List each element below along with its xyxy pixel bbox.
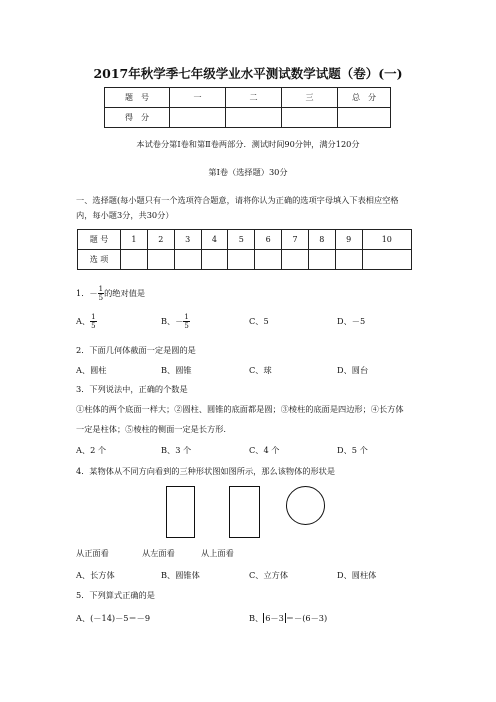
answer-cell: 5 <box>228 230 255 250</box>
answer-cell: 2 <box>147 230 174 250</box>
answer-input-cell[interactable] <box>174 250 201 270</box>
score-table-score-row <box>105 108 391 128</box>
view-label-top: 从上面看 <box>201 548 234 558</box>
section-instruction-line1: 一、选择题(每小题只有一个选项符合题意，请将你认为正确的选项字母填入下表相应空格 <box>76 195 399 205</box>
score-table <box>104 87 391 128</box>
score-cell: 题 号 <box>105 88 170 108</box>
q4-option-a: A、长方体 <box>76 570 115 580</box>
answer-cell: 7 <box>282 230 309 250</box>
q1-fraction-numerator: 1 <box>98 284 104 293</box>
score-input-cell[interactable] <box>226 108 282 128</box>
question-5: 5．下列算式正确的是 <box>76 590 155 600</box>
q2-option-a: A、圆柱 <box>76 365 107 375</box>
q1-option-d: D、－5 <box>337 316 366 326</box>
answer-input-cell[interactable] <box>282 250 309 270</box>
q2-option-c: C、球 <box>249 365 272 375</box>
q1-option-b-label: B、 <box>161 316 176 326</box>
score-cell: 得 分 <box>105 108 170 128</box>
answer-input-cell[interactable] <box>308 250 335 270</box>
q1-option-a-denominator: 5 <box>91 321 96 330</box>
answer-cell: 3 <box>174 230 201 250</box>
answer-table-header-row <box>78 230 412 250</box>
q5-option-b-abs: 6－3 <box>265 613 284 623</box>
question-2: 2．下面几何体截面一定是圆的是 <box>76 345 196 355</box>
answer-input-cell[interactable] <box>147 250 174 270</box>
answer-input-cell[interactable] <box>335 250 362 270</box>
q1-option-a <box>76 312 97 330</box>
q1-option-c: C、5 <box>249 316 269 326</box>
q4-option-d: D、圆柱体 <box>337 570 377 580</box>
score-cell: 总 分 <box>338 88 391 108</box>
q5-option-b-rest: ＝－(6－3) <box>285 613 328 623</box>
answer-table <box>77 229 412 270</box>
answer-input-cell[interactable] <box>121 250 148 270</box>
q4-option-b: B、圆锥体 <box>161 570 200 580</box>
view-label-front: 从正面看 <box>76 548 109 558</box>
answer-input-cell[interactable] <box>362 250 411 270</box>
q1-minus: － <box>89 288 98 298</box>
answer-cell: 8 <box>308 230 335 250</box>
answer-input-cell[interactable] <box>228 250 255 270</box>
answer-cell: 4 <box>201 230 228 250</box>
exam-intro: 本试卷分第Ⅰ卷和第Ⅱ卷两部分．测试时间90分钟，满分120分 <box>136 139 360 149</box>
score-input-cell[interactable] <box>282 108 338 128</box>
q3-body-line2: 一定是柱体；⑤棱柱的侧面一定是长方形. <box>76 424 226 434</box>
q3-option-d: D、5 个 <box>337 445 368 455</box>
section-title: 第Ⅰ卷（选择题）30分 <box>208 167 288 177</box>
q3-body-line1: ①柱体的两个底面一样大；②圆柱、圆锥的底面都是圆；③棱柱的底面是四边形；④长方体 <box>76 404 404 414</box>
score-cell: 三 <box>282 88 338 108</box>
view-label-left: 从左面看 <box>142 548 175 558</box>
question-3: 3．下列说法中，正确的个数是 <box>76 384 188 394</box>
q4-option-c: C、立方体 <box>249 570 289 580</box>
q3-option-b: B、3 个 <box>161 445 192 455</box>
q3-option-a: A、2 个 <box>76 445 107 455</box>
q1-option-a-fraction <box>90 313 96 330</box>
answer-table-option-row <box>78 250 412 270</box>
q2-option-d: D、圆台 <box>337 365 369 375</box>
q1-option-b <box>161 312 190 330</box>
q1-option-a-label: A、 <box>76 316 91 326</box>
q5-option-a: A、(－14)－5＝－9 <box>76 613 151 623</box>
q1-text: 的绝对值是 <box>104 288 146 298</box>
q2-option-b: B、圆锥 <box>161 365 192 375</box>
q5-option-b <box>249 612 327 624</box>
q1-number: 1． <box>76 288 90 298</box>
left-view-rectangle <box>229 486 260 538</box>
score-cell: 二 <box>226 88 282 108</box>
q1-option-b-fraction <box>183 313 189 330</box>
q1-option-a-numerator: 1 <box>91 312 96 321</box>
front-view-rectangle <box>166 486 195 538</box>
answer-input-cell[interactable] <box>255 250 282 270</box>
score-table-header-row <box>105 88 391 108</box>
answer-input-cell[interactable] <box>201 250 228 270</box>
exam-title: 2017年秋学季七年级学业水平测试数学试题（卷）(一) <box>93 66 403 81</box>
score-input-cell[interactable] <box>338 108 391 128</box>
question-4: 4．某物体从不同方向看到的三种形状图如图所示，那么该物体的形状是 <box>76 466 336 476</box>
q1-option-b-numerator: 1 <box>184 312 189 321</box>
answer-cell: 选 项 <box>78 250 121 270</box>
answer-cell: 1 <box>121 230 148 250</box>
q1-option-b-denominator: 5 <box>184 321 189 330</box>
q1-fraction-denominator: 5 <box>98 293 104 302</box>
answer-cell: 6 <box>255 230 282 250</box>
answer-cell: 10 <box>362 230 411 250</box>
score-input-cell[interactable] <box>170 108 226 128</box>
answer-cell: 题 号 <box>78 230 121 250</box>
section-instruction-line2: 内，每小题3分，共30分） <box>76 210 174 220</box>
top-view-circle <box>286 486 325 525</box>
question-1 <box>76 284 145 302</box>
q5-option-b-label: B、 <box>249 613 264 623</box>
q1-option-b-minus: － <box>175 316 184 326</box>
answer-cell: 9 <box>335 230 362 250</box>
score-cell: 一 <box>170 88 226 108</box>
q3-option-c: C、4 个 <box>249 445 280 455</box>
